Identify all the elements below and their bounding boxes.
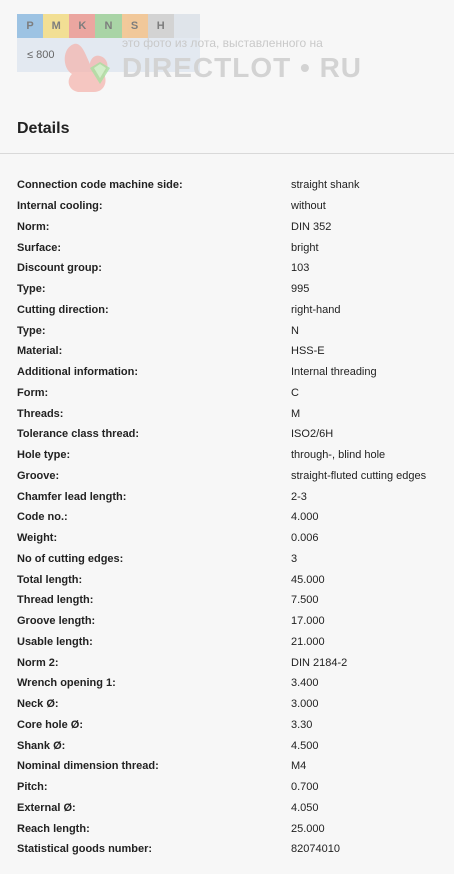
spec-value: 45.000 — [291, 573, 325, 586]
spec-value: 3.30 — [291, 718, 313, 731]
spec-value: C — [291, 386, 299, 399]
spec-row — [0, 341, 454, 362]
spec-label: Code no.: — [17, 511, 68, 524]
spec-row — [0, 279, 454, 300]
watermark-brand: DIRECTLOT • RU — [122, 52, 363, 83]
iso-material-cell-p: P — [17, 14, 43, 38]
spec-row — [0, 818, 454, 839]
iso-material-spacer — [174, 14, 200, 38]
iso-material-cell-k: K — [69, 14, 95, 38]
spec-row — [0, 735, 454, 756]
spec-label: Norm: — [17, 220, 50, 233]
spec-value: 3.000 — [291, 698, 319, 711]
spec-value: 103 — [291, 262, 310, 275]
spec-value: straight shank — [291, 179, 360, 192]
spec-label: Thread length: — [17, 594, 94, 607]
spec-value: N — [291, 324, 299, 337]
spec-row — [0, 798, 454, 819]
spec-row — [0, 694, 454, 715]
spec-label: Neck Ø: — [17, 698, 59, 711]
spec-row — [0, 320, 454, 341]
spec-label: Shank Ø: — [17, 739, 66, 752]
spec-value: 7.500 — [291, 594, 319, 607]
spec-label: Threads: — [17, 407, 64, 420]
spec-row — [0, 839, 454, 860]
spec-value: right-hand — [291, 303, 341, 316]
spec-label: Additional information: — [17, 366, 138, 379]
spec-row — [0, 383, 454, 404]
iso-material-value-row — [17, 38, 200, 72]
spec-label: Core hole Ø: — [17, 718, 84, 731]
spec-label: Reach length: — [17, 822, 90, 835]
spec-list — [0, 175, 454, 860]
spec-row — [0, 507, 454, 528]
spec-label: No of cutting edges: — [17, 552, 124, 565]
spec-value: 995 — [291, 283, 310, 296]
spec-value: without — [291, 200, 326, 213]
spec-label: Connection code machine side: — [17, 179, 183, 192]
iso-material-cell-h: H — [148, 14, 174, 38]
spec-value: 0.700 — [291, 781, 319, 794]
watermark-caption: это фото из лота, выставленного на — [122, 36, 323, 50]
spec-value: M4 — [291, 760, 307, 773]
spec-row — [0, 175, 454, 196]
spec-label: External Ø: — [17, 801, 76, 814]
spec-row — [0, 196, 454, 217]
spec-row — [0, 549, 454, 570]
spec-label: Tolerance class thread: — [17, 428, 140, 441]
iso-material-header-row — [17, 14, 200, 38]
iso-material-cell-m: M — [43, 14, 69, 38]
spec-value: M — [291, 407, 301, 420]
spec-label: Groove length: — [17, 615, 96, 628]
spec-value: straight-fluted cutting edges — [291, 469, 427, 482]
spec-value: 21.000 — [291, 635, 325, 648]
spec-value: 4.000 — [291, 511, 319, 524]
divider — [0, 153, 454, 154]
spec-row — [0, 300, 454, 321]
spec-row — [0, 673, 454, 694]
spec-label: Pitch: — [17, 781, 48, 794]
spec-label: Total length: — [17, 573, 83, 586]
spec-row — [0, 632, 454, 653]
spec-label: Form: — [17, 386, 49, 399]
spec-label: Discount group: — [17, 262, 102, 275]
spec-row — [0, 486, 454, 507]
spec-label: Type: — [17, 324, 46, 337]
spec-value: 17.000 — [291, 615, 325, 628]
spec-row — [0, 362, 454, 383]
spec-label: Internal cooling: — [17, 200, 103, 213]
spec-label: Material: — [17, 345, 63, 358]
iso-material-table — [17, 14, 200, 72]
spec-row — [0, 652, 454, 673]
spec-label: Hole type: — [17, 449, 71, 462]
spec-row — [0, 237, 454, 258]
spec-value: 3 — [291, 552, 298, 565]
spec-value: HSS-E — [291, 345, 325, 358]
spec-value: DIN 2184-2 — [291, 656, 348, 669]
spec-row — [0, 403, 454, 424]
spec-label: Groove: — [17, 469, 60, 482]
spec-row — [0, 569, 454, 590]
spec-row — [0, 777, 454, 798]
spec-value: 4.500 — [291, 739, 319, 752]
spec-label: Wrench opening 1: — [17, 677, 116, 690]
spec-label: Cutting direction: — [17, 303, 109, 316]
spec-value: ISO2/6H — [291, 428, 334, 441]
spec-value: 0.006 — [291, 532, 319, 545]
spec-label: Weight: — [17, 532, 58, 545]
spec-row — [0, 258, 454, 279]
spec-value: 2-3 — [291, 490, 307, 503]
iso-material-cell-s: S — [122, 14, 148, 38]
spec-value: 4.050 — [291, 801, 319, 814]
spec-value: DIN 352 — [291, 220, 332, 233]
spec-row — [0, 590, 454, 611]
spec-value: 82074010 — [291, 843, 340, 856]
spec-label: Statistical goods number: — [17, 843, 153, 856]
spec-row — [0, 424, 454, 445]
iso-material-value: ≤ 800 — [27, 49, 55, 61]
spec-row — [0, 466, 454, 487]
spec-value: 3.400 — [291, 677, 319, 690]
spec-value: Internal threading — [291, 366, 377, 379]
spec-row — [0, 217, 454, 238]
spec-label: Type: — [17, 283, 46, 296]
spec-label: Surface: — [17, 241, 62, 254]
spec-row — [0, 756, 454, 777]
spec-label: Usable length: — [17, 635, 93, 648]
spec-label: Nominal dimension thread: — [17, 760, 159, 773]
iso-material-cell-n: N — [95, 14, 121, 38]
spec-row — [0, 528, 454, 549]
details-title: Details — [17, 120, 70, 137]
spec-value: bright — [291, 241, 319, 254]
spec-label: Norm 2: — [17, 656, 59, 669]
spec-value: 25.000 — [291, 822, 325, 835]
spec-row — [0, 611, 454, 632]
spec-row — [0, 715, 454, 736]
spec-value: through-, blind hole — [291, 449, 386, 462]
spec-label: Chamfer lead length: — [17, 490, 127, 503]
spec-row — [0, 445, 454, 466]
